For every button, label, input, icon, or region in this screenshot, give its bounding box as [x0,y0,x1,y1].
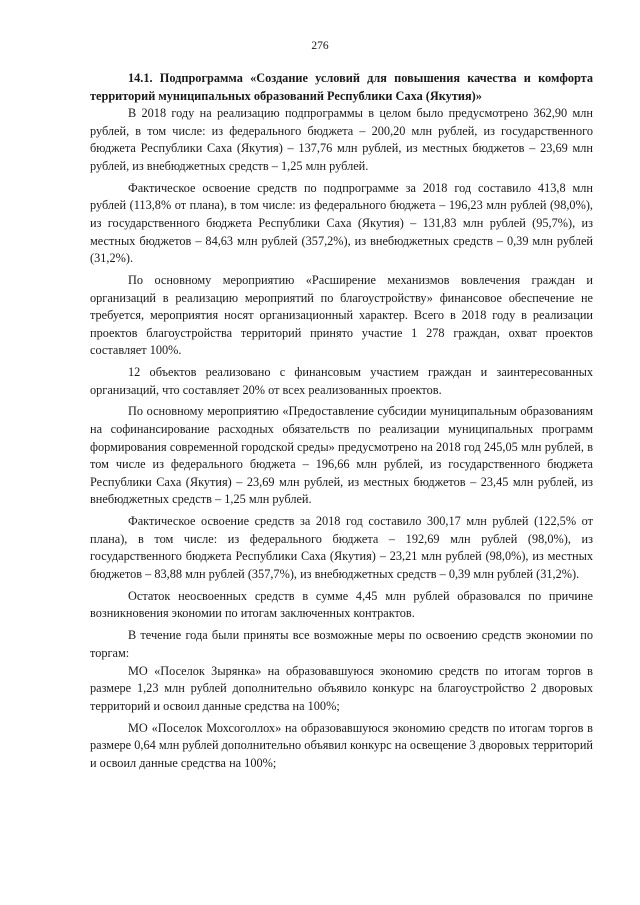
document-body [90,70,593,777]
paragraph-citizen-involvement: По основному мероприятию «Расширение механизмов вовлечения граждан и организаций в реализацию мероприятий по благоустройству» финансовое обеспечение не требуется, мероприятия носят организационный характер. Всего в 2018 году в реализации проектов благоустройства территорий принято участие 1 278 граждан, охват проектов составляет 100%. [90,272,593,358]
paragraph-unspent-funds: Остаток неосвоенных средств в сумме 4,45 млн рублей образовался по причине возникновения экономии по итогам заключенных контрактов. [90,588,593,621]
page-number: 276 [311,40,329,52]
paragraph-funding-actual: Фактическое освоение средств по подпрограмме за 2018 год составило 413,8 млн рублей (113,8% от плана), в том числе: из федерального бюджета – 196,23 млн рублей (98,0%), из государственного бюджета Республики Саха (Якутия) – 131,83 млн рублей (95,7%), из местных бюджетов – 84,63 млн рублей (357,2%), из внебюджетных средств – 0,39 млн рублей (31,2%). [90,180,593,266]
section-heading: 14.1. Подпрограмма «Создание условий для повышения качества и комфорта территорий муниципальных образований Республики Саха (Якутия)» [90,71,593,103]
paragraph-objects-realized: 12 объектов реализовано с финансовым участием граждан и заинтересованных организаций, что составляет 20% от всех реализованных проектов. [90,365,593,397]
paragraph-zyryanka: МО «Поселок Зырянка» на образовавшуюся экономию средств по итогам торгов в размере 1,23 млн рублей дополнительно объявило конкурс на благоустройство 2 дворовых территорий и освоил данные средства на 100%; [90,663,593,713]
paragraph-subsidy-actual: Фактическое освоение средств за 2018 год составило 300,17 млн рублей (122,5% от плана), в том числе: из федерального бюджета – 192,69 млн рублей (98,0%), из государственного бюджета Республики Саха (Якутия) – 23,21 млн рублей (98,0%), из местных бюджетов – 83,88 млн рублей (357,7%), из внебюджетных средств – 0,39 млн рублей (31,2%). [90,514,593,581]
paragraph-mokhsogollokh: МО «Поселок Мохсоголлох» на образовавшуюся экономию средств по итогам торгов в размере 0,64 млн рублей дополнительно объявил конкурс на освещение 3 дворовых территорий и освоил данные средства на 100%; [90,720,593,770]
paragraph-savings-measures: В течение года были приняты все возможные меры по освоению средств экономии по торгам: [90,628,593,660]
paragraph-funding-plan: В 2018 году на реализацию подпрограммы в целом было предусмотрено 362,90 млн рублей, в том числе: из федерального бюджета – 200,20 млн рублей, из государственного бюджета Республики Саха (Якутия) – 137,76 млн рублей, из местных бюджетов – 23,69 млн рублей, из внебюджетных средств – 1,25 млн рублей. [90,106,593,173]
paragraph-subsidy-plan: По основному мероприятию «Предоставление субсидии муниципальным образованиям на софинансирование расходных обязательств по реализации муниципальных программ формирования современной городской среды» предусмотрено на 2018 год 245,05 млн рублей, в том числе из федерального бюджета – 196,66 млн рублей, из государственного бюджета Республики Саха (Якутия) – 23,69 млн рублей, из местных бюджетов – 23,45 млн рублей, из внебюджетных средств – 1,25 млн рублей. [90,404,593,507]
